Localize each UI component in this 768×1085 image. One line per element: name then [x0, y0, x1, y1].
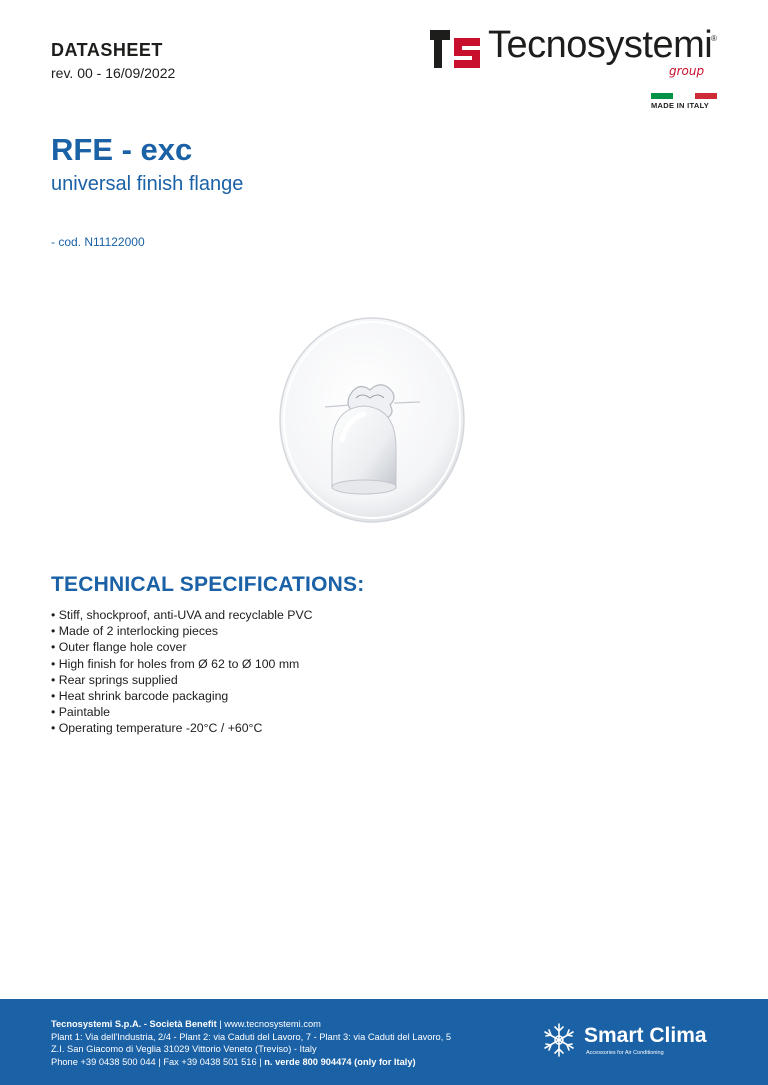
partner-name: Smart Clima — [584, 1024, 707, 1047]
toll-free-number: n. verde 800 904474 (only for Italy) — [264, 1056, 416, 1067]
footer-line-company — [51, 1018, 451, 1031]
postal-address: Z.I. San Giacomo di Veglia 31029 Vittorio Veneto (Treviso) - Italy — [51, 1044, 317, 1054]
document-type: DATASHEET — [51, 40, 163, 60]
smart-clima-logo — [540, 1021, 730, 1061]
made-in-label: MADE IN ITALY — [651, 101, 710, 110]
footer-separator: | — [158, 1056, 161, 1067]
company-contact-info — [51, 1018, 451, 1068]
registered-mark: ® — [711, 34, 717, 43]
tecnosystemi-mark-icon — [428, 28, 482, 70]
fax-number: Fax +39 0438 501 516 — [163, 1056, 257, 1067]
company-website-link[interactable]: www.tecnosystemi.com — [224, 1019, 321, 1029]
snowflake-icon — [540, 1021, 578, 1059]
spec-item: • High finish for holes from Ø 62 to Ø 100 mm — [51, 656, 313, 672]
footer-line-phone — [51, 1056, 451, 1069]
footer-separator: | — [259, 1056, 262, 1067]
spec-item: • Heat shrink barcode packaging — [51, 688, 313, 704]
specifications-title: TECHNICAL SPECIFICATIONS: — [51, 573, 365, 596]
phone-number: Phone +39 0438 500 044 — [51, 1056, 156, 1067]
product-photo — [270, 310, 470, 525]
spec-item: • Made of 2 interlocking pieces — [51, 623, 313, 639]
specifications-list — [51, 607, 313, 737]
product-subtitle: universal finish flange — [51, 173, 244, 195]
brand-suffix: group — [669, 64, 705, 78]
product-name: RFE - exc — [51, 132, 193, 167]
footer-separator: | — [219, 1019, 222, 1029]
page-footer — [0, 999, 768, 1085]
company-name: Tecnosystemi S.p.A. - Società Benefit — [51, 1019, 217, 1029]
spec-item: • Stiff, shockproof, anti-UVA and recyclable PVC — [51, 607, 313, 623]
spec-item: • Outer flange hole cover — [51, 639, 313, 655]
product-code: - cod. N11122000 — [51, 235, 145, 249]
spec-item: • Operating temperature -20°C / +60°C — [51, 720, 313, 736]
spec-item: • Paintable — [51, 704, 313, 720]
italian-flag-icon — [651, 93, 717, 99]
brand-name: Tecnosystemi — [488, 24, 713, 66]
tecnosystemi-logo — [428, 24, 728, 84]
spec-item: • Rear springs supplied — [51, 672, 313, 688]
partner-tagline: Accessories for Air Conditioning — [586, 1050, 664, 1056]
revision-date: rev. 00 - 16/09/2022 — [51, 65, 176, 81]
document-header — [51, 40, 175, 81]
made-in-italy-badge — [651, 93, 717, 110]
plants-address: Plant 1: Via dell'Industria, 2/4 - Plant 2: via Caduti del Lavoro, 7 - Plant 3: via Caduti del Lavoro, 5 — [51, 1031, 452, 1042]
